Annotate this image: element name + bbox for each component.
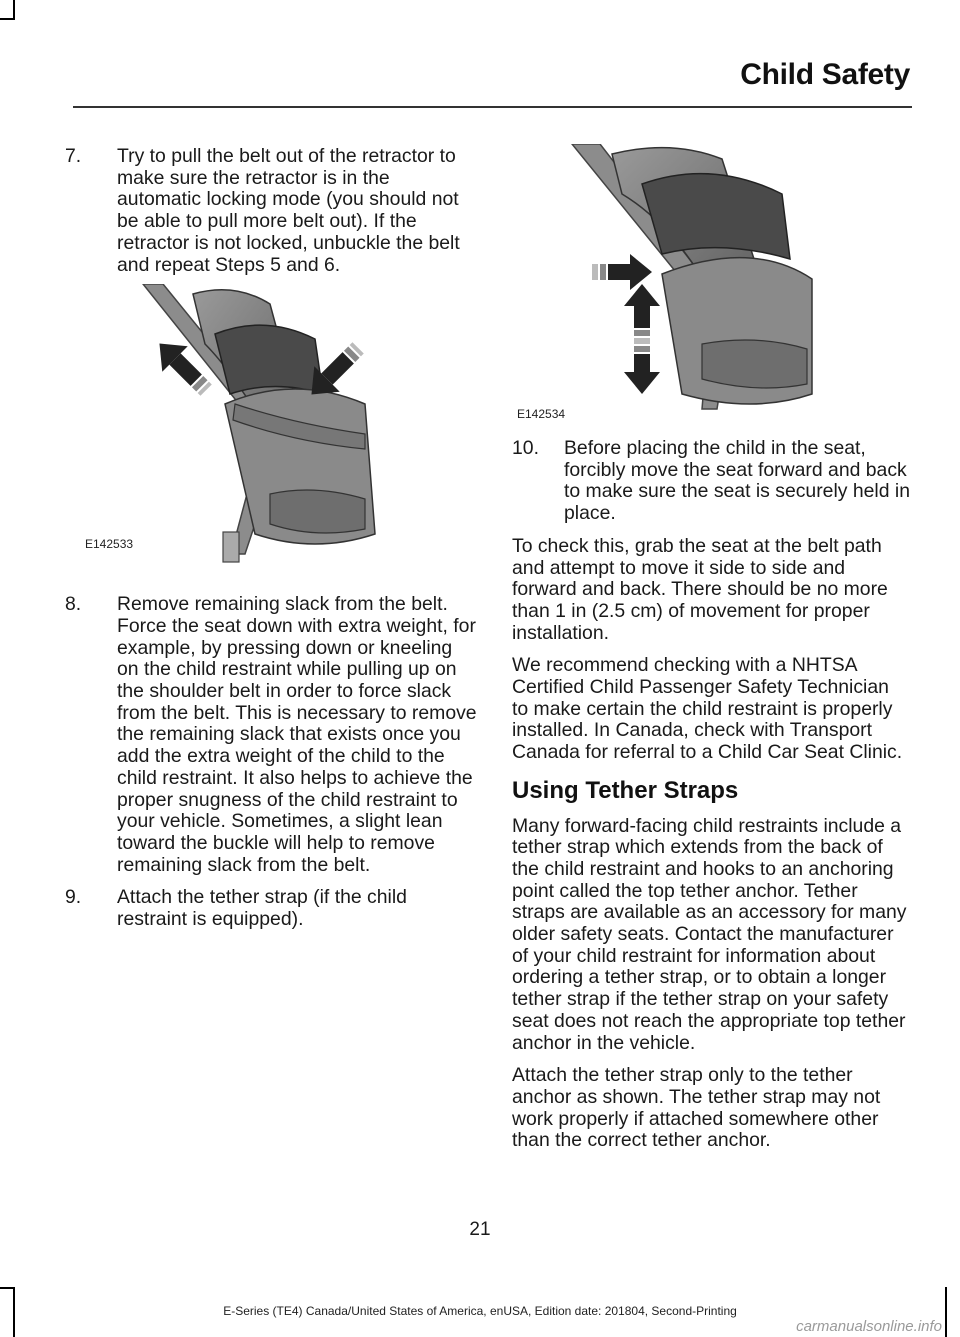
step-number: 9. bbox=[65, 886, 82, 909]
watermark: carmanualsonline.info bbox=[796, 1318, 942, 1335]
step-number: 10. bbox=[512, 437, 539, 459]
step-text: Attach the tether strap (if the child restraint is equipped). bbox=[117, 886, 407, 931]
child-seat-illustration bbox=[65, 284, 477, 572]
paragraph: Attach the tether strap only to the tether anchor as shown. The tether strap may not work properly if attached somewhere other than the correct tether anchor. bbox=[512, 1064, 881, 1152]
step-number: 7. bbox=[65, 145, 82, 167]
paragraph: We recommend checking with a NHTSA Certified Child Passenger Safety Technician to make certain the child restraint is properly installed. In Canada, check with Transport Canada for referral to a Child Car Seat Clinic. bbox=[512, 654, 903, 764]
step-10 bbox=[512, 438, 910, 525]
step-number: 8. bbox=[65, 593, 82, 616]
step-7 bbox=[65, 146, 477, 276]
crop-mark bbox=[0, 1287, 15, 1289]
step-8 bbox=[65, 594, 477, 876]
paragraph: Many forward-facing child restraints include a tether strap which extends from the back of the child restraint and hooks to an anchoring point called the top tether anchor. Tether straps are available as an accessory for many older safety seats. Contact the manufacturer of your child restraint for information about ordering a tether strap, or to obtain a longer tether strap if the tether strap on your safety seat does not reach the appropriate top tether anchor in the vehicle. bbox=[512, 814, 907, 1054]
right-column bbox=[512, 144, 910, 1152]
crop-mark bbox=[13, 0, 15, 18]
page-number: 21 bbox=[469, 1219, 491, 1240]
figure-seat-movement bbox=[512, 144, 910, 420]
page-title: Child Safety bbox=[740, 58, 910, 91]
step-text: Remove remaining slack from the belt. Force the seat down with extra weight, for example, by pressing down or kneeling on the child restraint while pulling up on the shoulder belt in order to force slack from the belt. This is necessary to remove the remaining slack that exists once you add the extra weight of the child to the child restraint. It also helps to achieve the proper snugness of the child restraint to your vehicle. Sometimes, a slight lean toward the buckle will help to remove remaining slack from the belt. bbox=[117, 593, 477, 876]
left-column bbox=[65, 146, 477, 931]
figure-seat-retractor bbox=[65, 284, 477, 572]
child-seat-illustration bbox=[512, 144, 910, 420]
figure-label: E142534 bbox=[517, 407, 566, 421]
footer-edition: E-Series (TE4) Canada/United States of America, enUSA, Edition date: 201804, Second-Printing bbox=[223, 1304, 737, 1318]
step-text: Before placing the child in the seat, forcibly move the seat forward and back to make sure the seat is securely held in place. bbox=[564, 437, 910, 525]
step-text: Try to pull the belt out of the retractor to make sure the retractor is in the automatic locking mode (you should not be able to pull more belt out). If the retractor is not locked, unbuckle the belt and repeat Steps 5 and 6. bbox=[117, 145, 460, 276]
section-heading: Using Tether Straps bbox=[512, 776, 739, 804]
header-divider bbox=[73, 106, 912, 108]
crop-mark bbox=[0, 18, 15, 20]
figure-label: E142533 bbox=[85, 537, 134, 552]
paragraph: To check this, grab the seat at the belt path and attempt to move it side to side and forward and back. There should be no more than 1 in (2.5 cm) of movement for proper installation. bbox=[512, 534, 888, 644]
step-9 bbox=[65, 887, 477, 930]
